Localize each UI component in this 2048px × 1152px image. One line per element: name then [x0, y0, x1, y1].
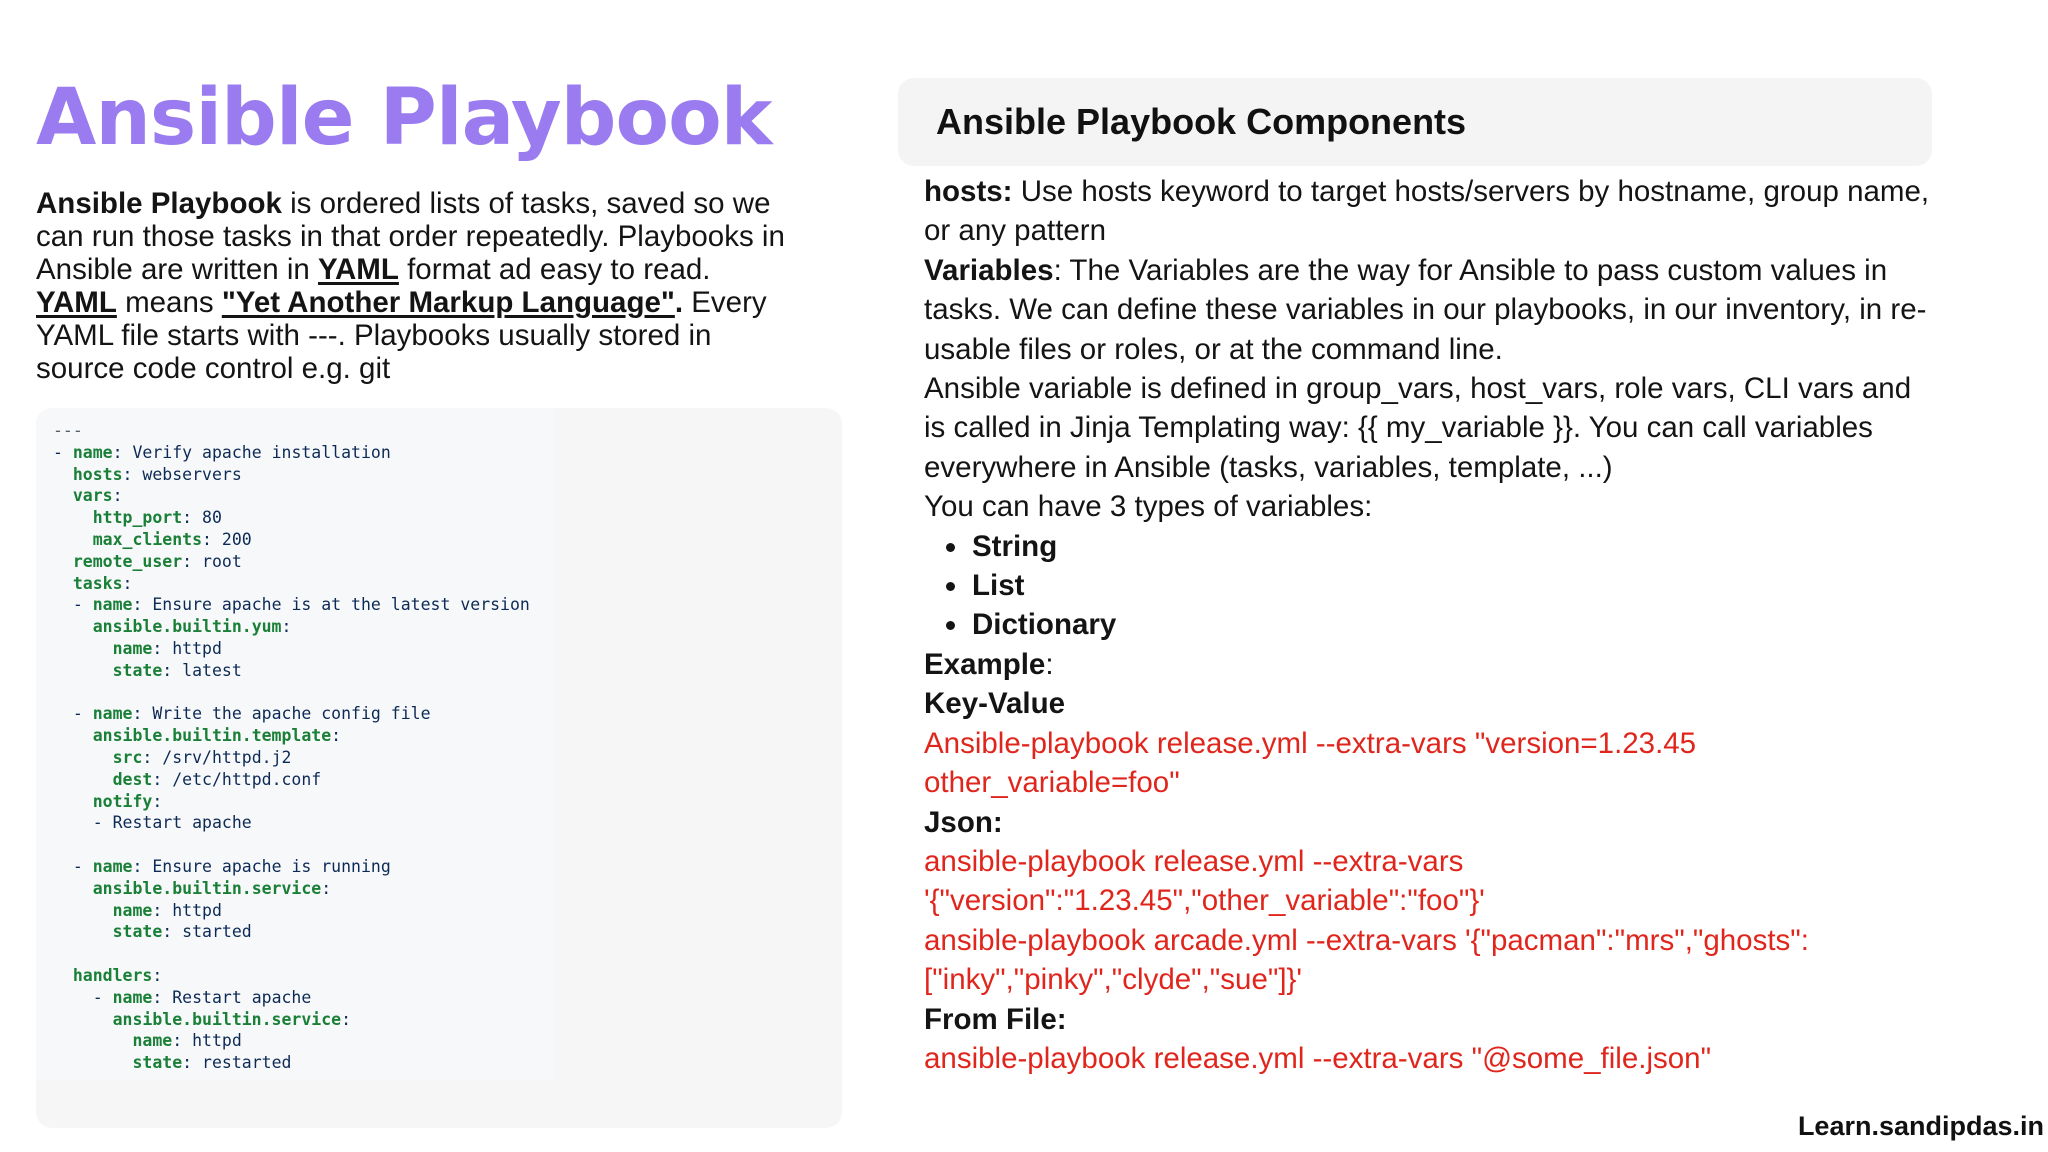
from-file-heading	[924, 1000, 1934, 1039]
code-key: hosts	[72, 464, 123, 484]
code-indent	[53, 901, 113, 920]
code-key: name	[112, 900, 153, 920]
code-key: name	[92, 595, 133, 615]
section-title: Ansible Playbook Components	[936, 101, 1467, 142]
from-file-label: From File:	[924, 1002, 1067, 1036]
code-key: remote_user	[72, 551, 183, 571]
code-line: hosts: webservers	[53, 464, 530, 486]
code-line: state: latest	[53, 660, 530, 682]
code-line: http_port: 80	[53, 507, 530, 529]
json-command-1: ansible-playbook release.yml --extra-vars '{"version":"1.23.45","other_variable":"foo"}'	[924, 844, 1485, 918]
code-key: ansible.builtin.yum	[92, 617, 282, 637]
code-value: httpd	[162, 638, 222, 658]
code-key: name	[72, 442, 113, 462]
code-indent	[53, 966, 73, 985]
code-indent	[53, 574, 73, 593]
footer-site-link[interactable]: Learn.sandipdas.in	[1797, 1111, 2044, 1141]
list-item: Dictionary	[972, 605, 1934, 644]
code-value: restarted	[192, 1053, 292, 1073]
code-value: ---	[53, 421, 83, 440]
intro-text: is ordered lists of tasks, saved so we can run those tasks in that order repeatedly. Playbooks in Ansible are written in	[36, 187, 785, 286]
intro-paragraph	[36, 187, 796, 385]
code-line: name: httpd	[53, 900, 530, 922]
json-heading	[924, 803, 1934, 842]
code-value: httpd	[182, 1031, 242, 1051]
code-indent: -	[53, 595, 93, 615]
code-indent	[53, 508, 93, 527]
hosts-paragraph	[924, 172, 1934, 251]
code-value: Ensure apache is at the latest version	[142, 595, 530, 615]
code-line: name: httpd	[53, 638, 530, 660]
variables-definition: Ansible variable is defined in group_vars, host_vars, role vars, CLI vars and is called in Jinja Templating way: {{ my_variable }}. You can call variables everywhere in Ansible (tasks, variables, template, ...)	[924, 372, 1912, 484]
example-colon: :	[1045, 647, 1054, 681]
code-indent	[53, 748, 113, 767]
code-line: name: httpd	[53, 1030, 530, 1052]
code-value: Verify apache installation	[122, 442, 391, 462]
variable-types-list	[924, 527, 1934, 645]
code-key: state	[112, 922, 163, 942]
code-line: - name: Write the apache config file	[53, 704, 431, 724]
code-key: state	[132, 1053, 183, 1073]
list-item: String	[972, 527, 1934, 566]
code-key: tasks	[72, 573, 123, 593]
code-value: latest	[172, 660, 242, 680]
code-indent: -	[53, 987, 113, 1007]
code-key: name	[92, 856, 133, 876]
code-key: name	[132, 1031, 173, 1051]
code-value: 80	[192, 508, 222, 528]
code-indent	[53, 879, 93, 898]
code-indent	[53, 465, 73, 484]
code-line	[53, 420, 530, 442]
json-label: Json:	[924, 805, 1003, 839]
code-value: webservers	[132, 464, 242, 484]
code-panel	[36, 408, 842, 1128]
code-line: max_clients: 200	[53, 529, 530, 551]
code-indent	[53, 1010, 113, 1029]
variable-types-intro: You can have 3 types of variables:	[924, 490, 1373, 524]
code-indent: -	[53, 813, 113, 833]
code-indent	[53, 1031, 132, 1050]
code-line: ansible.builtin.service:	[53, 1009, 530, 1031]
intro-term: Ansible Playbook	[36, 187, 282, 220]
code-indent	[53, 726, 93, 745]
key-value-label: Key-Value	[924, 687, 1066, 721]
code-line: ansible.builtin.template:	[53, 725, 530, 747]
code-indent	[53, 486, 73, 505]
example-heading	[924, 645, 1934, 684]
code-key: http_port	[92, 508, 183, 528]
code-key: notify	[92, 791, 153, 811]
components-content	[924, 172, 1934, 1078]
code-indent	[53, 530, 93, 549]
code-value: started	[172, 922, 252, 942]
code-key: name	[112, 987, 153, 1007]
code-key: state	[112, 660, 163, 680]
example-label: Example	[924, 647, 1046, 681]
hosts-text: Use hosts keyword to target hosts/servers by hostname, group name, or any pattern	[924, 175, 1930, 248]
json-command-2: ansible-playbook arcade.yml --extra-vars '{"pacman":"mrs","ghosts":["inky","pinky","clyde","sue"]}'	[924, 923, 1809, 997]
hosts-label: hosts:	[924, 175, 1013, 208]
code-line	[53, 682, 530, 704]
code-line: tasks:	[53, 573, 530, 595]
variables-label: Variables	[924, 253, 1054, 287]
code-key: max_clients	[92, 529, 203, 549]
code-value: httpd	[162, 900, 222, 920]
code-line: state: started	[53, 921, 530, 943]
code-line	[53, 812, 530, 834]
code-key: ansible.builtin.service	[112, 1009, 342, 1029]
code-line: notify:	[53, 791, 530, 813]
code-indent	[53, 922, 113, 941]
key-value-heading	[924, 684, 1934, 723]
page-title: Ansible Playbook	[36, 73, 772, 163]
code-line: dest: /etc/httpd.conf	[53, 769, 530, 791]
code-line	[53, 834, 530, 856]
code-indent: -	[53, 442, 73, 462]
code-value: /etc/httpd.conf	[162, 769, 322, 789]
intro-text: means	[116, 286, 222, 319]
code-line	[53, 943, 530, 965]
code-value: /srv/httpd.j2	[152, 747, 292, 767]
code-line: src: /srv/httpd.j2	[53, 747, 530, 769]
code-indent	[53, 639, 113, 658]
code-indent: -	[53, 704, 93, 724]
from-file-command: ansible-playbook release.yml --extra-vars "@some_file.json"	[924, 1041, 1712, 1075]
intro-text: format ad easy to read.	[398, 253, 711, 286]
key-value-command: Ansible-playbook release.yml --extra-vars "version=1.23.45 other_variable=foo"	[924, 726, 1697, 800]
yaml-link[interactable]: YAML	[318, 253, 399, 286]
code-key: dest	[112, 769, 153, 789]
code-line: vars:	[53, 485, 530, 507]
list-item: List	[972, 566, 1934, 605]
code-line: ansible.builtin.service:	[53, 878, 530, 900]
code-key: ansible.builtin.service	[92, 878, 322, 898]
code-value: Ensure apache is running	[142, 856, 391, 876]
code-value: root	[192, 551, 242, 571]
intro-text: Every YAML file starts with ---. Playbooks usually stored in source code control e.g. git	[36, 286, 767, 385]
yaml-code-block	[53, 420, 530, 1074]
code-line: state: restarted	[53, 1052, 530, 1074]
code-indent	[53, 1053, 132, 1072]
variables-text: : The Variables are the way for Ansible to pass custom values in tasks. We can define these variables in our playbooks, in our inventory, in re-usable files or roles, or at the command line.	[924, 253, 1927, 366]
code-value: Restart apache	[112, 813, 252, 833]
code-line: handlers:	[53, 965, 530, 987]
code-value: Restart apache	[162, 987, 312, 1007]
code-line: - name: Ensure apache is at the latest version	[53, 595, 530, 615]
code-line: ansible.builtin.yum:	[53, 616, 530, 638]
yaml-definition-link[interactable]: "Yet Another Markup Language"	[221, 286, 675, 319]
code-key: handlers	[72, 965, 153, 985]
code-line: - name: Restart apache	[53, 987, 312, 1007]
code-value: Write the apache config file	[142, 704, 431, 724]
code-value: 200	[211, 529, 252, 549]
code-line: remote_user: root	[53, 551, 530, 573]
code-key: name	[92, 704, 133, 724]
section-header	[898, 78, 1932, 166]
variables-paragraph	[924, 251, 1934, 369]
code-key: ansible.builtin.template	[92, 726, 332, 746]
code-indent	[53, 661, 113, 680]
code-indent	[53, 770, 113, 789]
code-key: name	[112, 638, 153, 658]
code-indent	[53, 617, 93, 636]
code-key: vars	[72, 486, 113, 506]
intro-punctuation: .	[674, 286, 684, 319]
code-indent: -	[53, 856, 93, 876]
code-line: - name: Ensure apache is running	[53, 856, 391, 876]
yaml-link[interactable]: YAML	[36, 286, 117, 319]
code-key: src	[112, 747, 143, 767]
code-indent	[53, 552, 73, 571]
code-line: - name: Verify apache installation	[53, 442, 391, 462]
code-indent	[53, 792, 93, 811]
